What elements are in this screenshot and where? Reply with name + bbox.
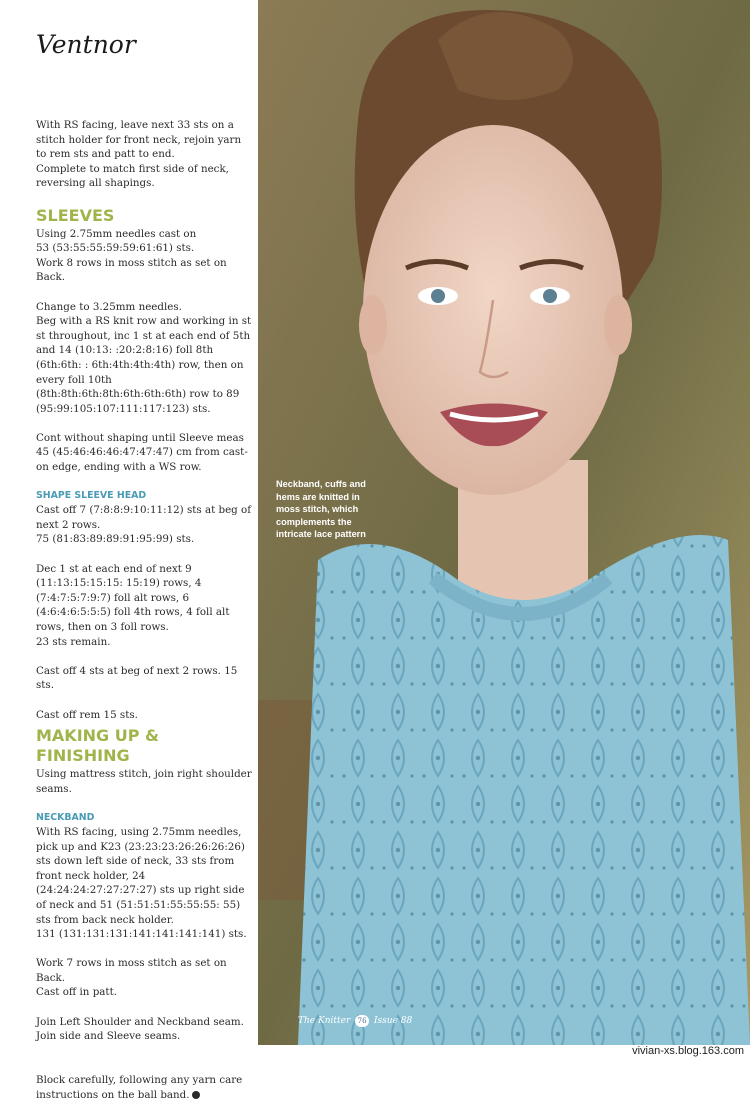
shape-sleeve-head-heading: SHAPE SLEEVE HEAD	[36, 490, 147, 502]
sleeves-length-instructions: Cont without shaping until Sleeve meas 45 (45:46:46:46:47:47:47) cm from cast-on edge, ending with a WS row.	[36, 431, 248, 474]
watermark: vivian-xs.blog.163.com	[632, 1045, 744, 1057]
sleeves-heading: SLEEVES	[36, 205, 115, 225]
footer-magazine: The Knitter	[298, 1016, 351, 1026]
sleeve-head-cast-off-4: Cast off 4 sts at beg of next 2 rows. 15 sts.	[36, 664, 238, 692]
finishing-block	[36, 1073, 254, 1102]
footer-issue: Issue 88	[374, 1016, 413, 1026]
page-number-badge: 76	[355, 1015, 369, 1027]
sleeves-change-needles: Change to 3.25mm needles.	[36, 300, 182, 313]
finishing-join-shoulder: Join Left Shoulder and Neckband seam.	[36, 1015, 244, 1028]
finishing-block-text: Block carefully, following any yarn care instructions on the ball band.	[36, 1074, 243, 1101]
sleeve-head-stitch-count: 75 (81:83:89:89:91:95:99) sts.	[36, 533, 195, 546]
neckband-cast-off: Cast off in patt.	[36, 986, 117, 999]
end-mark-icon	[192, 1091, 200, 1099]
sleeves-stitch-count: 53 (53:55:55:59:59:61:61) sts.	[36, 242, 195, 255]
neckband-heading: NECKBAND	[36, 811, 95, 823]
sleeve-head-remaining: 23 sts remain.	[36, 635, 111, 648]
page-footer	[298, 1015, 412, 1027]
page-title: Ventnor	[36, 30, 136, 59]
right-iris	[543, 289, 557, 303]
left-iris	[431, 289, 445, 303]
pattern-text-column	[0, 0, 258, 1101]
sleeve-head-cast-off: Cast off 7 (7:8:8:9:10:11:12) sts at beg of next 2 rows.	[36, 504, 252, 531]
intro-paragraph-1: With RS facing, leave next 33 sts on a stitch holder for front neck, rejoin yarn to rem sts and patt to end.	[36, 119, 242, 161]
finishing-join-seams: Join side and Sleeve seams.	[36, 1030, 181, 1043]
making-up-paragraph: Using mattress stitch, join right shoulder seams.	[36, 768, 252, 795]
sleeves-increase-instructions: Beg with a RS knit row and working in st st throughout, inc 1 st at each end of 5th and 14 (10:13: :20:2:8:16) foll 8th (6th:6th: : 6th:4th:4th:4th) row, then on every foll 10th (8th:8th:6th:8th:6th:6th:6th) row to 89 (95:99:105:107:111:117:123) sts.	[36, 315, 252, 415]
neckband-pick-up: With RS facing, using 2.75mm needles, pick up and K23 (23:23:23:26:26:26:26) sts down left side of neck, 33 sts from front neck holder, 24 (24:24:24:27:27:27:27) sts up right side of neck and 51 (51:51:51:55:55:55: 55) sts from back neck holder.	[36, 825, 245, 926]
sleeve-head-decrease: Dec 1 st at each end of next 9 (11:13:15:15:15: 15:19) rows, 4 (7:4:7:5:7:9:7) foll alt rows, 6 (4:6:4:6:5:5:5) foll 4th rows, 4 foll alt rows, then on 3 foll rows.	[36, 562, 230, 633]
right-ear	[604, 295, 632, 355]
sleeves-cast-on: Using 2.75mm needles cast on	[36, 227, 197, 240]
making-up-heading: MAKING UP & FINISHING	[36, 726, 159, 766]
photo-caption: Neckband, cuffs and hems are knitted in moss stitch, which complements the intricate lace pattern	[276, 479, 366, 539]
neckband-moss-rows: Work 7 rows in moss stitch as set on Back.	[36, 957, 227, 984]
sleeve-head-cast-off-rem: Cast off rem 15 sts.	[36, 708, 138, 721]
sleeves-moss-rows: Work 8 rows in moss stitch as set on Back.	[36, 256, 227, 284]
intro-paragraph-2: Complete to match first side of neck, reversing all shapings.	[36, 162, 229, 190]
pattern-body	[36, 118, 254, 1102]
neckband-stitch-count: 131 (131:131:131:141:141:141:141) sts.	[36, 928, 247, 941]
left-ear	[359, 295, 387, 355]
